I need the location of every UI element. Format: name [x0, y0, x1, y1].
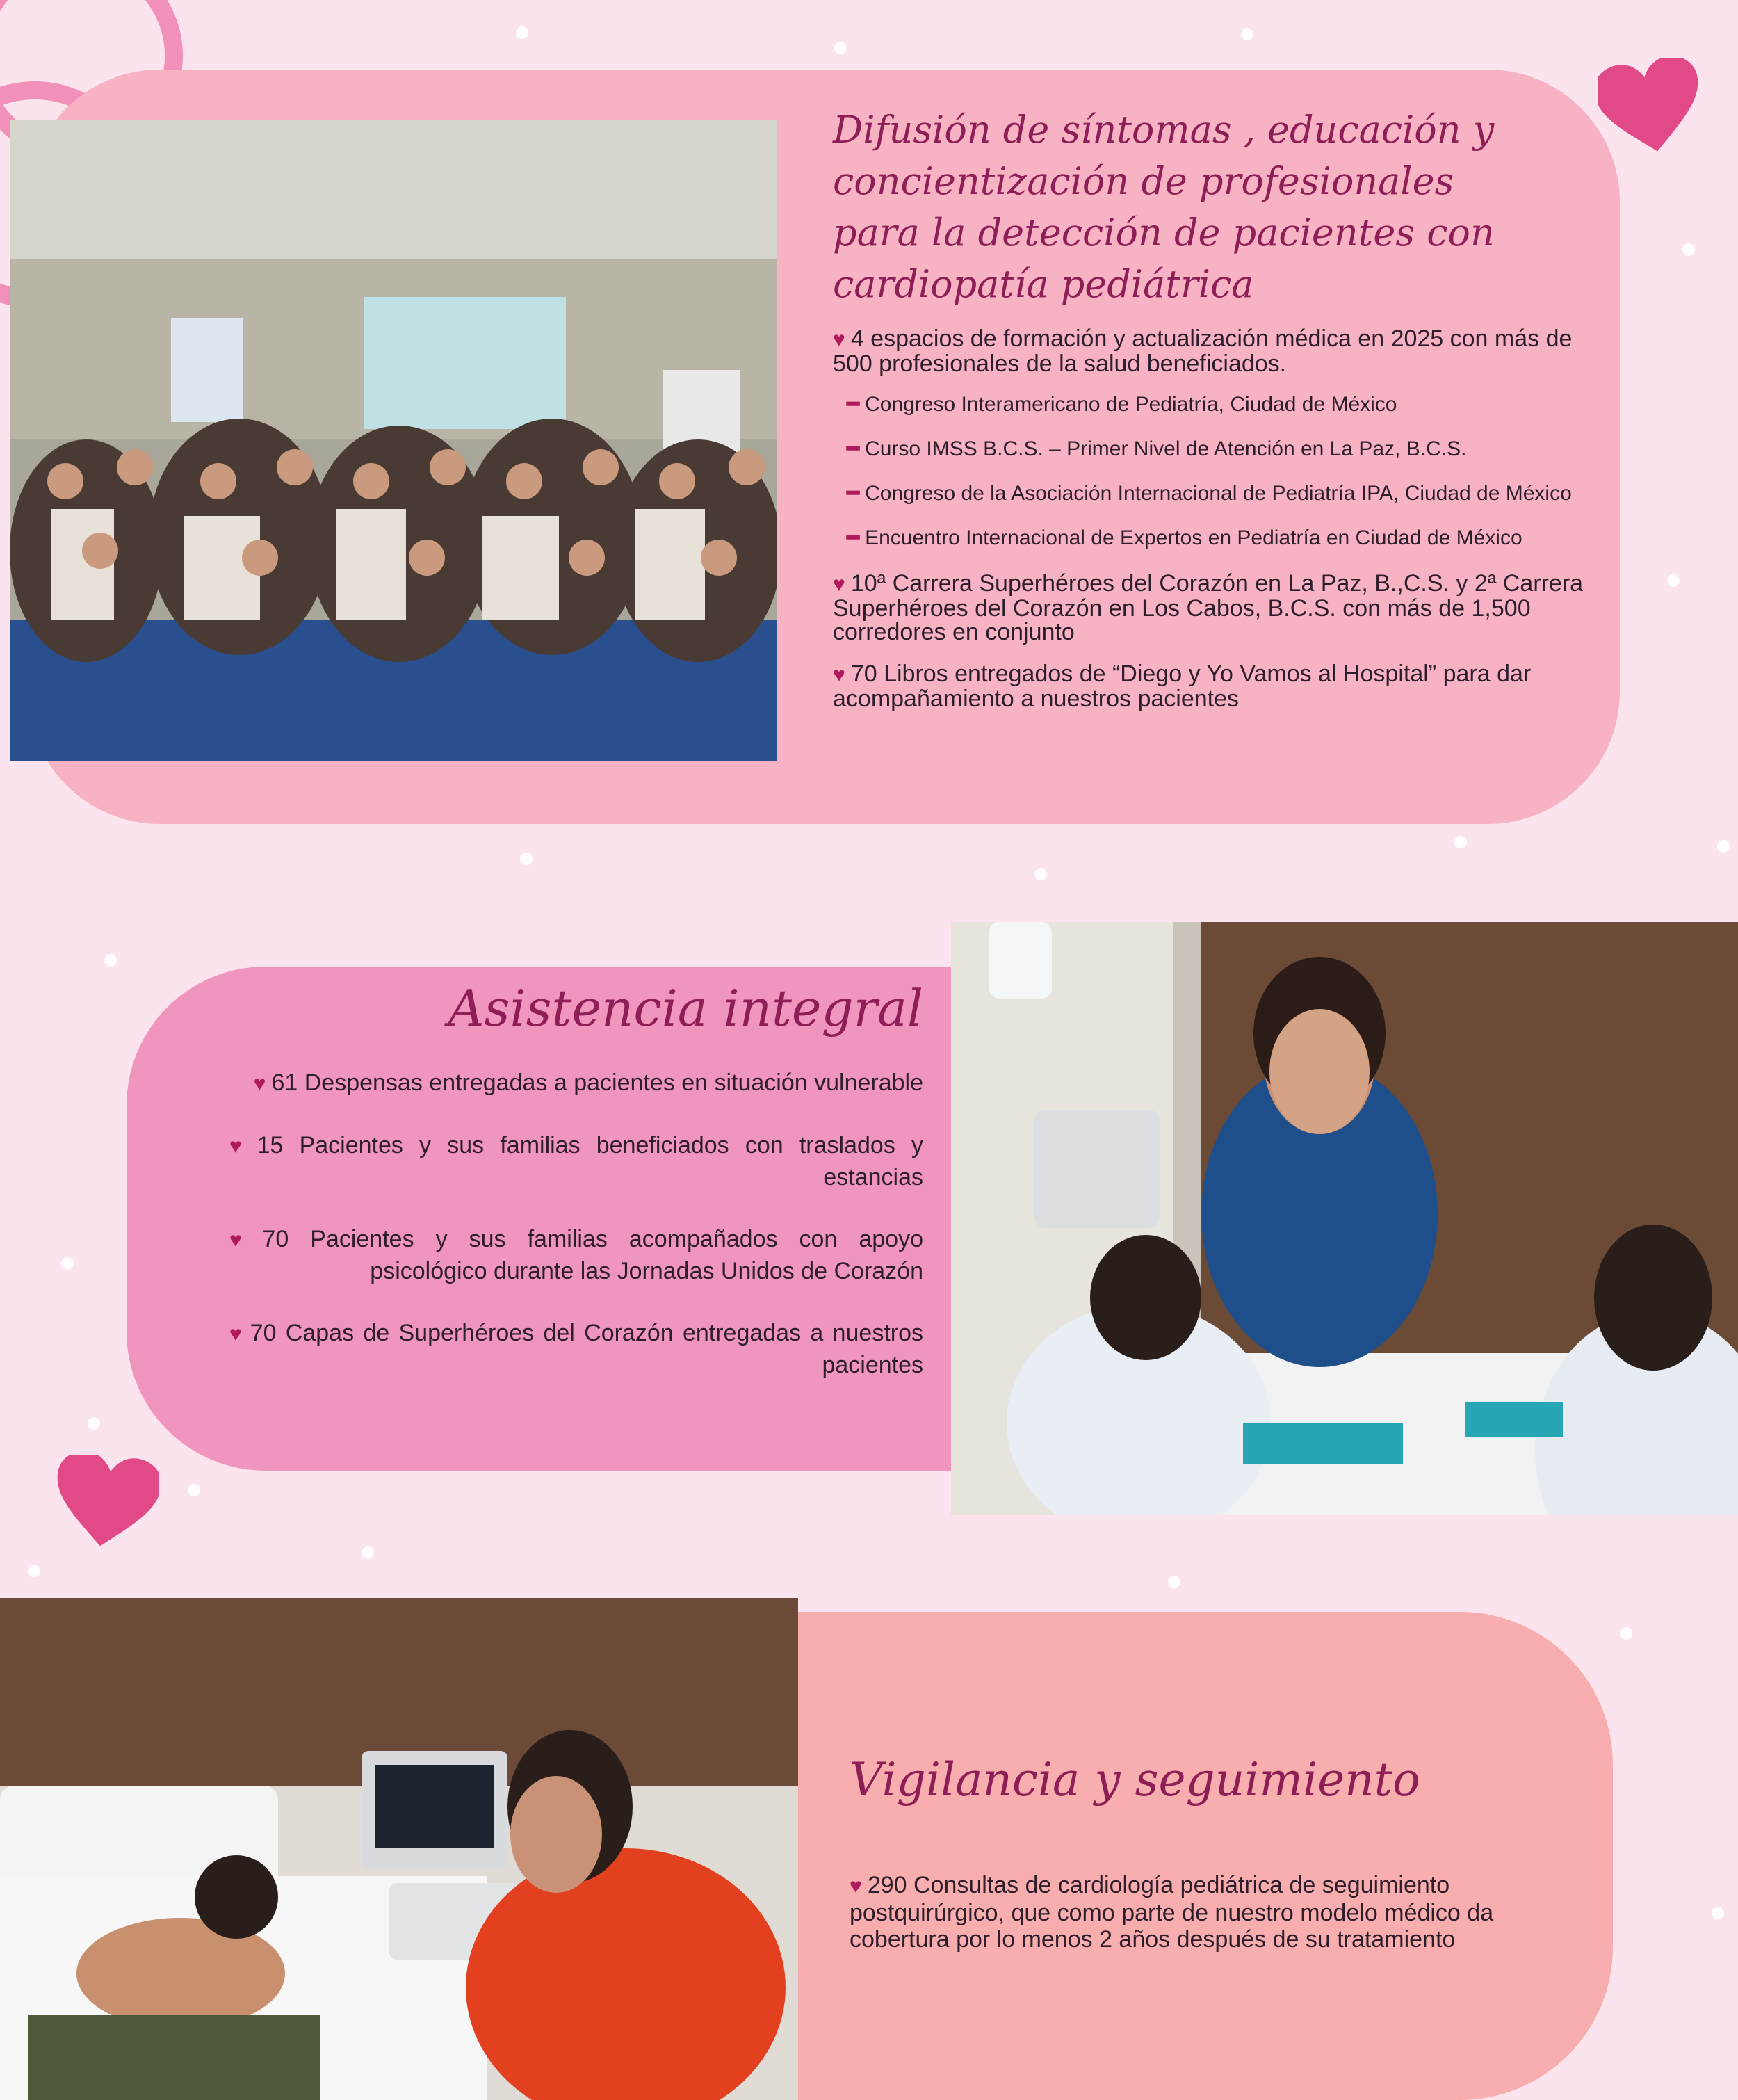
dash-icon: ━ — [847, 393, 860, 416]
section-title-vigilancia: Vigilancia y seguimiento — [850, 1753, 1420, 1807]
list-item: ♥ 70 Libros entregados de “Diego y Yo Vamos al Hospital” para dar acompañamiento a nuestros pacientes — [833, 661, 1532, 712]
section-title-difusion: Difusión de síntomas , educación y concientización de profesionales para la detección de pacientes con cardiopatía pediátrica — [833, 108, 1495, 306]
heart-icon: ♥ — [229, 1135, 252, 1158]
section-list-vigilancia — [850, 1872, 1545, 1953]
list-item: ♥ 4 espacios de formación y actualización médica en 2025 con más de 500 profesionales de la salud beneficiados. — [833, 325, 1573, 377]
heart-icon — [54, 1455, 159, 1549]
heart-icon — [1598, 58, 1702, 156]
sub-list-item: ━ Encuentro Internacional de Expertos en Pediatría en Ciudad de México — [847, 526, 1522, 549]
heart-icon: ♥ — [229, 1229, 257, 1252]
section-card-vigilancia — [737, 1612, 1613, 2100]
dash-icon: ━ — [847, 526, 860, 549]
list-item: ♥ 61 Despensas entregadas a pacientes en situación vulnerable — [253, 1069, 923, 1096]
section-list-asistencia — [229, 1067, 923, 1412]
heart-icon: ♥ — [833, 573, 845, 596]
list-item: ♥ 10ª Carrera Superhéroes del Corazón en La Paz, B.,C.S. y 2ª Carrera Superhéroes del Corazón en Los Cabos, B.C.S. con más de 1,500 corredores en conjunto — [833, 570, 1584, 645]
list-item: ♥ 290 Consultas de cardiología pediátrica de seguimiento postquirúrgico, que como parte de nuestro modelo médico da cobertura por lo menos 2 años después de su tratamiento — [850, 1872, 1494, 1953]
heart-icon: ♥ — [833, 663, 845, 686]
section-title-asistencia: Asistencia integral — [448, 979, 923, 1037]
list-item: ♥ 15 Pacientes y sus familias beneficiados con traslados y estancias — [229, 1132, 924, 1190]
sub-list-item: ━ Congreso Interamericano de Pediatría, Ciudad de México — [847, 393, 1397, 416]
list-item: ♥ 70 Capas de Superhéroes del Corazón entregadas a nuestros pacientes — [229, 1320, 923, 1378]
sub-list-item: ━ Curso IMSS B.C.S. – Primer Nivel de Atención en La Paz, B.C.S. — [847, 437, 1467, 460]
dash-icon: ━ — [847, 482, 860, 505]
dash-icon: ━ — [847, 437, 860, 460]
heart-icon: ♥ — [253, 1072, 266, 1095]
echocardiogram-photo — [0, 1598, 798, 2100]
heart-icon: ♥ — [833, 328, 845, 351]
conference-group-photo — [10, 120, 777, 761]
heart-icon: ♥ — [229, 1323, 245, 1346]
section-list-difusion — [833, 327, 1598, 729]
list-item: ♥ 70 Pacientes y sus familias acompañados con apoyo psicológico durante las Jornadas Unidos de Corazón — [229, 1226, 923, 1284]
sub-list-item: ━ Congreso de la Asociación Internacional de Pediatría IPA, Ciudad de México — [847, 482, 1572, 505]
heart-icon: ♥ — [850, 1875, 862, 1898]
hospital-children-play-photo — [951, 922, 1738, 1515]
